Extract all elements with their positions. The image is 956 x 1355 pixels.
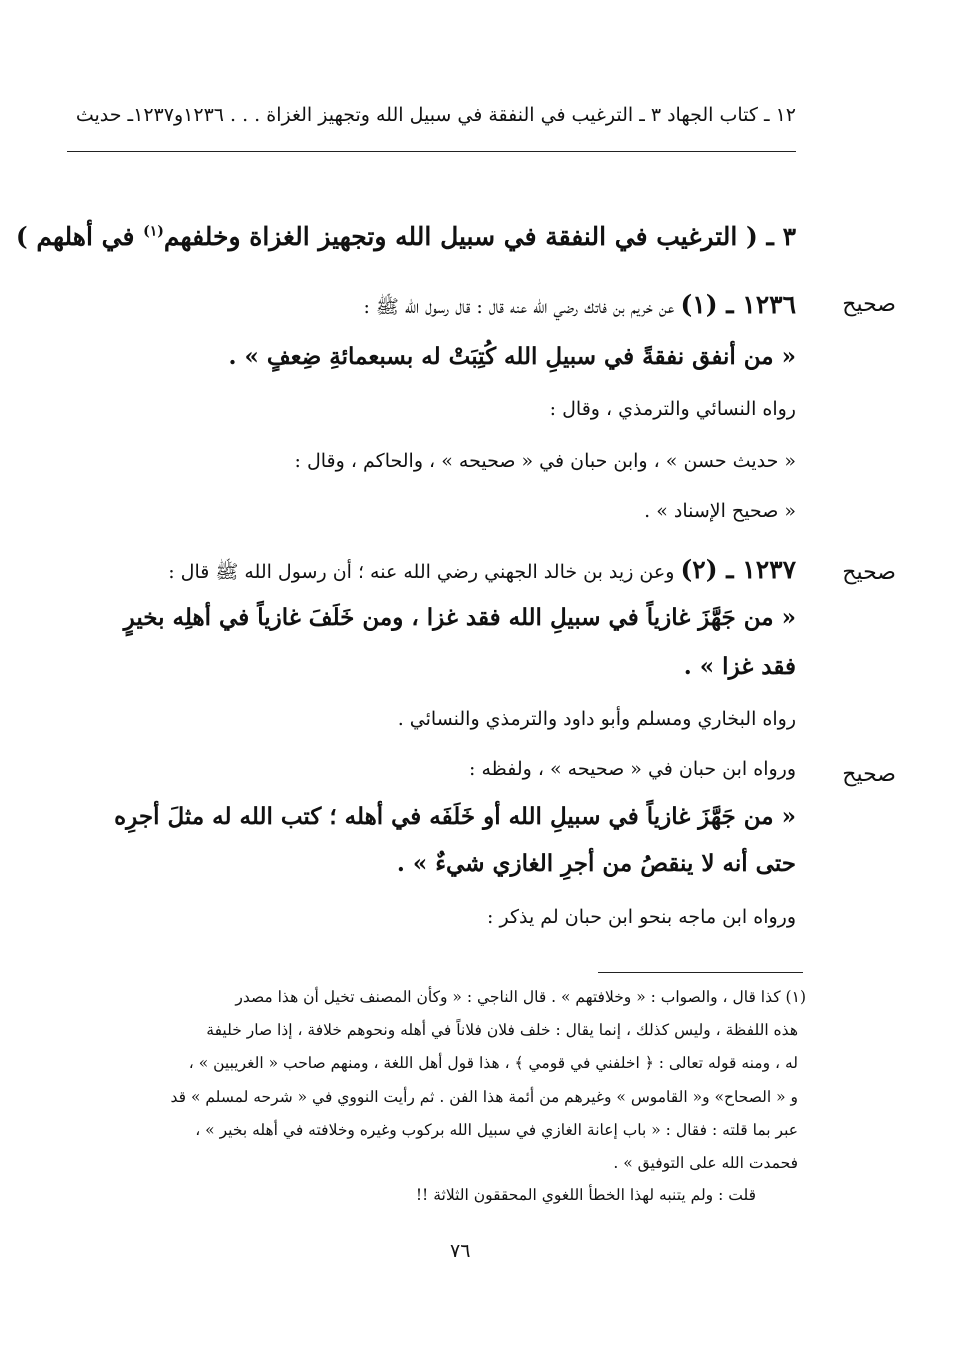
hadith-1236-intro: عن خريم بن فاتك رضي الله عنه قال : قال رسول الله ﷺ : — [363, 296, 681, 318]
hadith-1237-matn-2: فقد غزا » . — [683, 653, 796, 680]
footnote-line: قلت : ولم يتنبه لهذا الخطأ اللغوي المحققون الثلاثة !! — [415, 1186, 756, 1204]
footnote-line: فحمدت الله على التوفيق » . — [613, 1154, 798, 1172]
hadith-1237-intro: وعن زيد بن خالد الجهني رضي الله عنه ؛ أن رسول الله ﷺ قال : — [168, 561, 681, 583]
running-header: ١٢ ـ كتاب الجهاد ٣ ـ الترغيب في النفقة في سبيل الله وتجهيز الغزاة . . . ١٢٣٦و١٢٣٧ـ حديث — [75, 104, 796, 126]
hadith-1237-matn-3: « من جَهَّزَ غازياً في سبيلِ الله أو خَلَفَه في أهله ؛ كتب الله له مثلَ أجرِه — [114, 803, 796, 830]
footnote-line: و « الصحاح» و« القاموس » وغيرهم من أئمة هذا الفن . ثم رأيت النووي في « شرحه لمسلم » قد — [170, 1088, 798, 1106]
hadith-number-1236: ١٢٣٦ ـ (١) — [680, 290, 796, 319]
hadith-1237-takhrij-2: ورواه ابن حبان في « صحيحه » ، ولفظه : — [469, 758, 796, 780]
footnote-line: (١) كذا قال ، والصواب : « وخلافتهم » . قال الناجي : « وكأن المصنف تخيل أن هذا مصدر — [235, 988, 806, 1006]
section-title — [16, 222, 796, 251]
hadith-number-1237: ١٢٣٧ ـ (٢) — [680, 555, 796, 584]
footnote-rule — [598, 972, 803, 973]
hadith-1236-matn: « من أنفق نفقةً في سبيلِ الله كُتِبَتْ له بسبعمائةِ ضِعفٍ » . — [228, 343, 796, 370]
footnote-line: هذه اللفظة ، وليس كذلك ، إنما يقال : خلف فلان فلاناً في أهله ونحوهم خلافة ، إذا صار خليفة — [206, 1021, 798, 1039]
section-title-text: ٣ ـ ( الترغيب في النفقة في سبيل الله وتجهيز الغزاة وخلفهم — [163, 222, 796, 251]
hadith-1237-matn-4: حتى أنه لا ينقصُ من أجرِ الغازي شيءٌ » . — [396, 850, 796, 877]
section-title-end: في أهلهم ) — [15, 222, 144, 251]
hadith-1237-takhrij-3: ورواه ابن ماجه بنحو ابن حبان لم يذكر : — [487, 906, 796, 928]
page-number: ٧٦ — [450, 1240, 471, 1262]
footnote-ref: (١) — [143, 223, 164, 240]
hadith-1236-takhrij-2: « حديث حسن » ، وابن حبان في « صحيحه » ، والحاكم ، وقال : — [294, 450, 796, 472]
grade-label-1236: صحيح — [842, 292, 896, 317]
header-rule — [67, 151, 796, 152]
hadith-1237-matn-1: « من جَهَّزَ غازياً في سبيلِ الله فقد غزا ، ومن خَلَفَ غازياً في أهلِه بخيرٍ — [123, 604, 796, 631]
hadith-1236-takhrij-3: « صحيح الإسناد » . — [644, 500, 796, 522]
hadith-1237-header — [168, 555, 796, 588]
grade-label-1237: صحيح — [842, 560, 896, 585]
hadith-1236-header — [363, 290, 796, 323]
footnote-line: له ، ومنه قوله تعالى : ﴿ اخلفني في قومي ﴾ ، هذا قول أهل اللغة ، ومنهم صاحب « الغريبين » ، — [188, 1054, 798, 1072]
grade-label-1237-b: صحيح — [842, 762, 896, 787]
hadith-1237-takhrij-1: رواه البخاري ومسلم وأبو داود والترمذي والنسائي . — [397, 708, 796, 730]
footnote-line: عبر بما قلته : فقال : « باب إعانة الغازي في سبيل الله بركوب وغيره وخلافته في أهله بخير » ، — [195, 1121, 798, 1139]
hadith-1236-takhrij-1: رواه النسائي والترمذي ، وقال : — [549, 398, 796, 420]
